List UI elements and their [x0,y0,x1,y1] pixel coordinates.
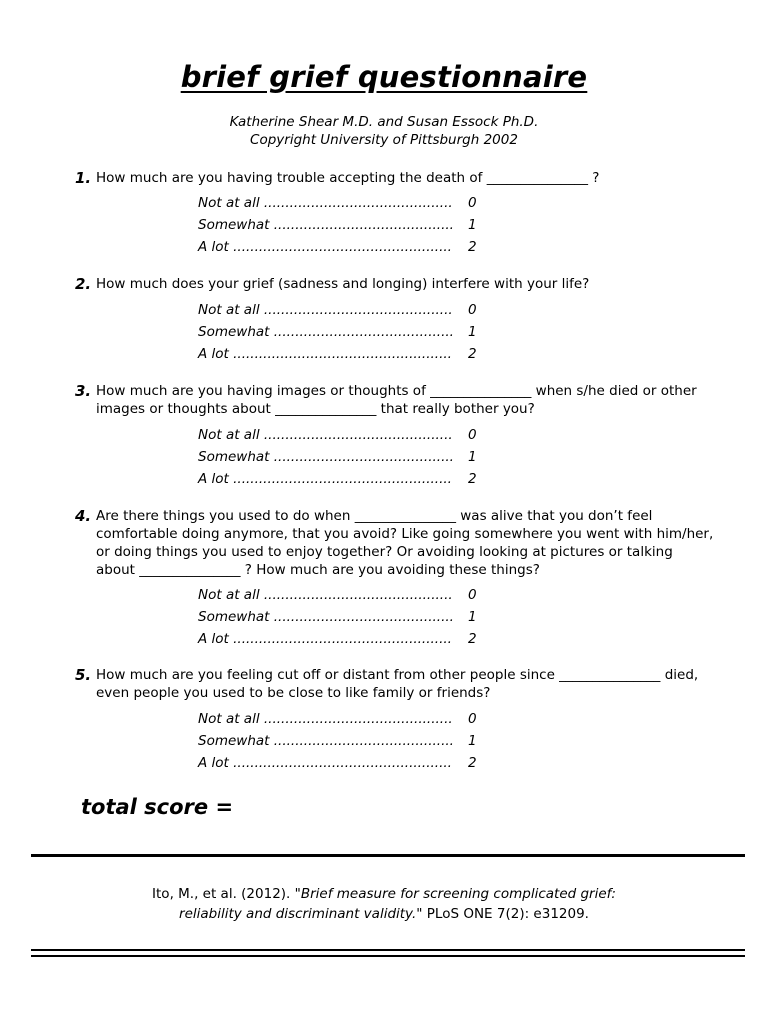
option-not-at-all: Not at all ............................................ 0 [198,192,498,214]
citation-title-2: reliability and discriminant validity." [179,906,423,922]
document-title: brief grief questionnaire [180,60,588,94]
question-number: 4. [75,507,92,525]
option-score: 0 [468,195,477,211]
option-somewhat: Somewhat .......................................... 1 [198,606,498,628]
citation-line-1 [0,884,768,904]
question-number: 2. [75,275,92,293]
option-score: 2 [468,239,477,255]
answer-options-3 [198,424,498,490]
option-score: 1 [468,609,477,625]
option-score: 1 [468,324,477,340]
option-score: 0 [468,427,477,443]
option-a-lot: A lot ................................................... 2 [198,628,498,650]
question-number: 5. [75,666,92,684]
question-3 [75,382,715,418]
question-text: How much are you feeling cut off or distant from other people since _______________ died, even people you used to be close to like family or friends? [96,667,699,701]
question-1 [75,169,715,187]
question-2 [75,275,715,293]
citation [0,884,768,924]
option-score: 0 [468,587,477,603]
option-not-at-all: Not at all ............................................ 0 [198,584,498,606]
option-not-at-all: Not at all ............................................ 0 [198,424,498,446]
option-a-lot: A lot ................................................... 2 [198,236,498,258]
option-score: 0 [468,302,477,318]
question-text: Are there things you used to do when _______________ was alive that you don’t feel comfortable doing anymore, that you avoid? Like going somewhere you went with him/her, or doing things you used to enjoy together? Or avoiding looking at pictures or talking about _______________ ? How much are you avoiding these things? [96,508,714,578]
option-score: 1 [468,733,477,749]
option-not-at-all: Not at all ............................................ 0 [198,708,498,730]
option-a-lot: A lot ................................................... 2 [198,468,498,490]
option-score: 0 [468,711,477,727]
total-score-label: total score = [81,795,234,819]
copyright-line: Copyright University of Pittsburgh 2002 [250,132,518,148]
question-5 [75,666,715,702]
authors-line: Katherine Shear M.D. and Susan Essock Ph.D. [229,114,539,130]
answer-options-1 [198,192,498,258]
option-score: 2 [468,346,477,362]
option-somewhat: Somewhat .......................................... 1 [198,446,498,468]
question-text: How much does your grief (sadness and longing) interfere with your life? [96,276,590,292]
option-score: 2 [468,755,477,771]
authors-block [0,113,768,149]
footer-rule-bottom [31,955,745,957]
question-number: 3. [75,382,92,400]
option-score: 2 [468,631,477,647]
option-score: 1 [468,449,477,465]
question-text: How much are you having images or thoughts of _______________ when s/he died or other images or thoughts about _______________ that really bother you? [96,383,697,417]
question-number: 1. [75,169,92,187]
footer-rule-top [31,949,745,951]
option-score: 2 [468,471,477,487]
citation-title-1: "Brief measure for screening complicated grief: [294,886,616,902]
option-somewhat: Somewhat .......................................... 1 [198,730,498,752]
option-not-at-all: Not at all ............................................ 0 [198,299,498,321]
divider-rule [31,854,745,857]
answer-options-4 [198,584,498,650]
question-text: How much are you having trouble accepting the death of _______________ ? [96,170,600,186]
citation-authors: Ito, M., et al. (2012). [152,886,295,902]
option-somewhat: Somewhat .......................................... 1 [198,214,498,236]
citation-journal: PLoS ONE 7(2): e31209. [422,906,589,922]
question-4 [75,507,715,579]
option-somewhat: Somewhat .......................................... 1 [198,321,498,343]
option-a-lot: A lot ................................................... 2 [198,752,498,774]
answer-options-2 [198,299,498,365]
option-a-lot: A lot ................................................... 2 [198,343,498,365]
answer-options-5 [198,708,498,774]
option-score: 1 [468,217,477,233]
citation-line-2 [0,904,768,924]
